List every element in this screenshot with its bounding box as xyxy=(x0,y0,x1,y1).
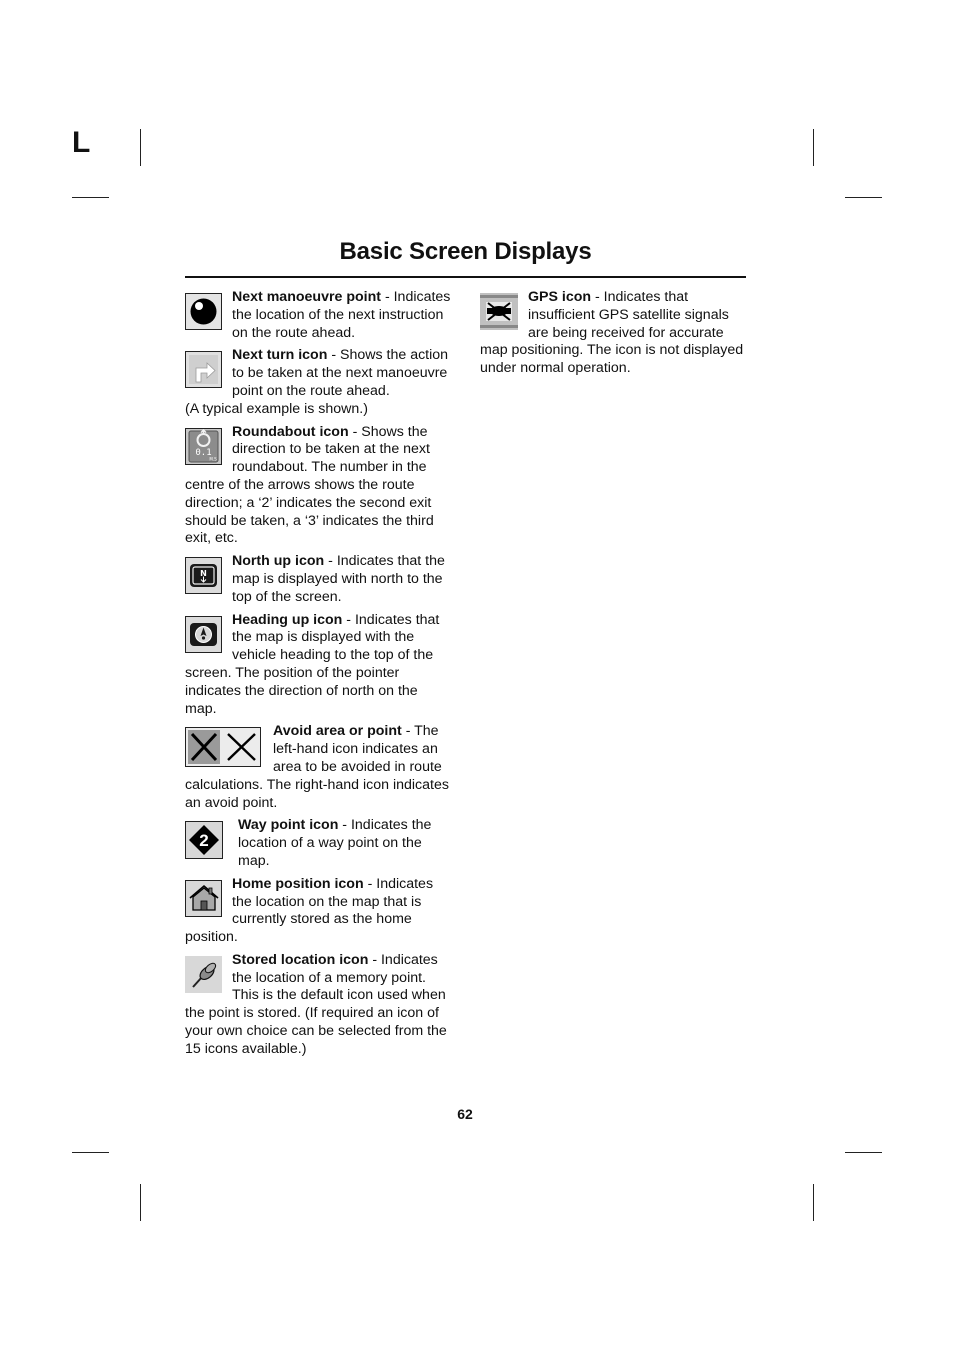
entry-term: Home position icon xyxy=(232,875,364,892)
crop-mark xyxy=(813,129,814,166)
entry-term: Next turn icon xyxy=(232,347,328,364)
entry-next-manoeuvre-point xyxy=(185,289,451,342)
entry-text: - Shows the direction to be taken at the next roundabout. The number in the centre of the arrows shows the route direction; a ‘2’ indicates the second exit should be taken, a ‘3’ indicates the third exit, etc. xyxy=(185,423,434,547)
way-point-number: 2 xyxy=(199,831,209,851)
entry-text: - Indicates that insufficient GPS satellite signals are being received for accurate map positioning. The icon is not displayed under normal operation. xyxy=(480,289,744,377)
entry-stored-location-icon xyxy=(185,952,451,1059)
crop-mark xyxy=(72,1152,109,1153)
roundabout-distance: 0.1 xyxy=(195,447,212,458)
entry-term: Next manoeuvre point xyxy=(232,289,381,305)
crop-mark xyxy=(845,197,882,198)
entry-heading-up-icon xyxy=(185,612,451,719)
entry-text: - Indicates that the map is displayed with the vehicle heading to the top of the screen. The position of the pointer indicates the direction of north on the map. xyxy=(185,611,440,717)
entry-term: Heading up icon xyxy=(232,611,343,628)
entry-next-turn-icon xyxy=(185,347,451,418)
page-number: 62 xyxy=(457,1106,473,1122)
entry-avoid-area-point xyxy=(185,723,451,812)
north-up-icon xyxy=(185,557,222,594)
left-column xyxy=(185,289,451,1064)
gps-icon xyxy=(480,293,518,330)
entry-note: (A typical example is shown.) xyxy=(185,400,368,417)
entry-term: Way point icon xyxy=(238,817,339,834)
entry-text: - Indicates that the map is displayed with north to the top of the screen. xyxy=(232,553,445,605)
way-point-icon xyxy=(185,821,223,859)
next-manoeuvre-point-icon xyxy=(185,293,222,330)
home-position-icon xyxy=(185,880,222,917)
entry-text: - Indicates the location of a way point on the map. xyxy=(238,817,432,869)
entry-roundabout-icon xyxy=(185,424,451,549)
next-turn-icon xyxy=(185,351,222,388)
avoid-area-point-icon xyxy=(185,727,261,767)
stored-location-icon xyxy=(185,956,222,993)
right-column xyxy=(480,289,746,383)
page-title: Basic Screen Displays xyxy=(339,238,592,265)
entry-text: - Indicates the location of a memory point. This is the default icon used when the point is stored. (If required an icon of your own choice can be selected from the 15 icons available.) xyxy=(185,951,447,1057)
entry-text: - Shows the action to be taken at the next manoeuvre point on the route ahead. xyxy=(232,347,449,399)
north-letter: N xyxy=(200,569,207,579)
entry-text: - The left-hand icon indicates an area to be avoided in route calculations. The right-hand icon indicates an avoid point. xyxy=(185,723,449,811)
entry-term: North up icon xyxy=(232,553,325,570)
language-marker: L xyxy=(72,126,91,159)
entry-term: Roundabout icon xyxy=(232,423,349,440)
crop-mark xyxy=(845,1152,882,1153)
roundabout-unit: M.S xyxy=(209,456,217,462)
heading-up-icon xyxy=(185,616,222,653)
entry-way-point-icon xyxy=(185,817,451,870)
entry-text: - Indicates the location of the next instruction on the route ahead. xyxy=(232,289,451,341)
crop-mark xyxy=(140,129,141,166)
crop-mark xyxy=(140,1184,141,1221)
entry-home-position-icon xyxy=(185,876,451,947)
entry-term: GPS icon xyxy=(528,289,592,305)
entry-term: Avoid area or point xyxy=(273,723,402,740)
crop-mark xyxy=(72,197,109,198)
entry-term: Stored location icon xyxy=(232,951,369,968)
crop-mark xyxy=(813,1184,814,1221)
entry-north-up-icon xyxy=(185,553,451,606)
entry-text: - Indicates the location on the map that is currently stored as the home position. xyxy=(185,875,434,946)
entry-gps-icon xyxy=(480,289,746,378)
roundabout-icon xyxy=(185,428,222,465)
title-rule xyxy=(185,276,746,278)
